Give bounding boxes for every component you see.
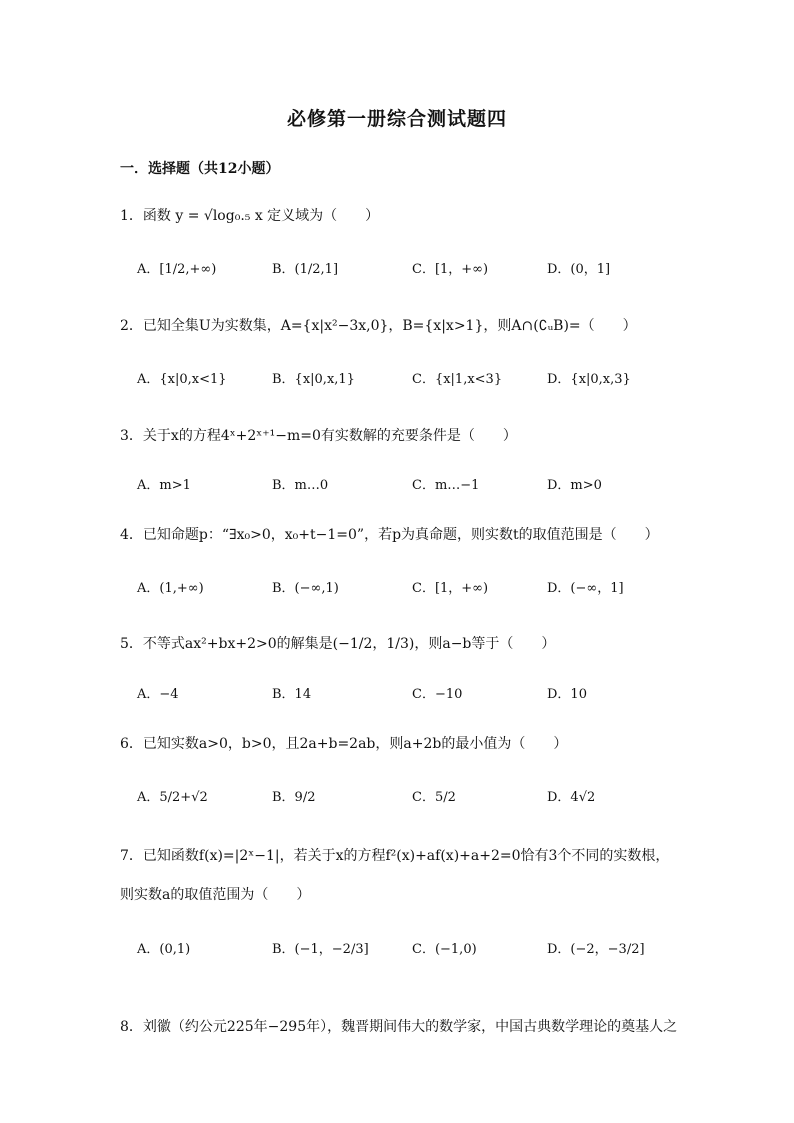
- question-stem: 已知命题p：“∃x₀>0，x₀+t−1=0”，若p为真命题，则实数t的取值范围是（ ）: [142, 527, 659, 543]
- option-c: C．5/2: [412, 790, 456, 805]
- option-b: B．(−∞,1): [272, 581, 339, 596]
- question-2-options: [137, 368, 697, 396]
- question-number: 1．: [120, 208, 143, 224]
- option-d: D．{x|0,x,3}: [547, 372, 631, 387]
- section-heading: 一．选择题（共12小题）: [120, 161, 280, 177]
- option-a: A．(1,+∞): [137, 581, 204, 596]
- question-7-line2: [120, 885, 310, 905]
- option-d: D．4√2: [547, 790, 596, 805]
- question-3: [120, 426, 517, 446]
- option-b: B．9/2: [272, 790, 316, 805]
- option-b: B．14: [272, 687, 312, 702]
- question-6: [120, 734, 567, 754]
- question-number: 4．: [120, 527, 143, 543]
- option-d: D．10: [547, 687, 587, 702]
- question-stem-continued: 则实数a的取值范围为（ ）: [120, 887, 311, 903]
- question-8: [120, 1017, 677, 1037]
- option-d: D．m>0: [547, 478, 602, 493]
- question-stem: 函数 y = √log₀.₅ x 定义域为（ ）: [142, 208, 380, 224]
- option-a: A．[1/2,+∞): [137, 262, 217, 277]
- question-stem: 关于x的方程4ˣ+2ˣ⁺¹−m=0有实数解的充要条件是（ ）: [142, 428, 517, 444]
- question-7: [120, 846, 669, 866]
- option-c: C．[1，+∞): [412, 262, 489, 277]
- question-3-options: [137, 474, 697, 502]
- question-number: 6．: [120, 736, 143, 752]
- option-c: C．[1，+∞): [412, 581, 489, 596]
- question-number: 5．: [120, 636, 143, 652]
- question-1-options: [137, 258, 697, 286]
- question-6-options: [137, 786, 697, 814]
- question-number: 3．: [120, 428, 143, 444]
- question-5-options: [137, 683, 697, 711]
- question-number: 2．: [120, 318, 143, 334]
- question-stem: 已知实数a>0，b>0，且2a+b=2ab，则a+2b的最小值为（ ）: [142, 736, 568, 752]
- option-a: A．{x|0,x<1}: [137, 372, 227, 387]
- question-5: [120, 634, 555, 654]
- option-a: A．(0,1): [137, 942, 191, 957]
- question-number: 8．: [120, 1019, 143, 1035]
- option-b: B．m…0: [272, 478, 329, 493]
- question-1: [120, 206, 379, 226]
- option-c: C．(−1,0): [412, 942, 477, 957]
- option-c: C．m…−1: [412, 478, 480, 493]
- question-stem: 已知全集U为实数集，A={x|x²−3x,0}，B={x|x>1}，则A∩(∁ᵤB)=（ ）: [142, 318, 637, 334]
- question-4: [120, 525, 659, 545]
- option-a: A．m>1: [137, 478, 191, 493]
- question-7-options: [137, 938, 697, 966]
- option-a: A．5/2+√2: [137, 790, 208, 805]
- question-stem: 刘徽（约公元225年−295年），魏晋期间伟大的数学家，中国古典数学理论的奠基人之: [142, 1019, 678, 1035]
- question-stem: 不等式ax²+bx+2>0的解集是(−1/2，1/3)，则a−b等于（ ）: [142, 636, 556, 652]
- option-c: C．−10: [412, 687, 463, 702]
- option-c: C．{x|1,x<3}: [412, 372, 503, 387]
- option-b: B．{x|0,x,1}: [272, 372, 355, 387]
- option-d: D．(0，1]: [547, 262, 611, 277]
- option-b: B．(1/2,1]: [272, 262, 339, 277]
- option-b: B．(−1，−2/3]: [272, 942, 369, 957]
- question-4-options: [137, 577, 697, 605]
- page-title: 必修第一册综合测试题四: [286, 108, 507, 130]
- option-d: D．(−∞，1]: [547, 581, 624, 596]
- option-d: D．(−2，−3/2]: [547, 942, 645, 957]
- question-2: [120, 316, 637, 336]
- question-stem: 已知函数f(x)=|2ˣ−1|，若关于x的方程f²(x)+af(x)+a+2=0恰有3个不同的实数根，: [142, 848, 670, 864]
- question-number: 7．: [120, 848, 143, 864]
- option-a: A．−4: [137, 687, 179, 702]
